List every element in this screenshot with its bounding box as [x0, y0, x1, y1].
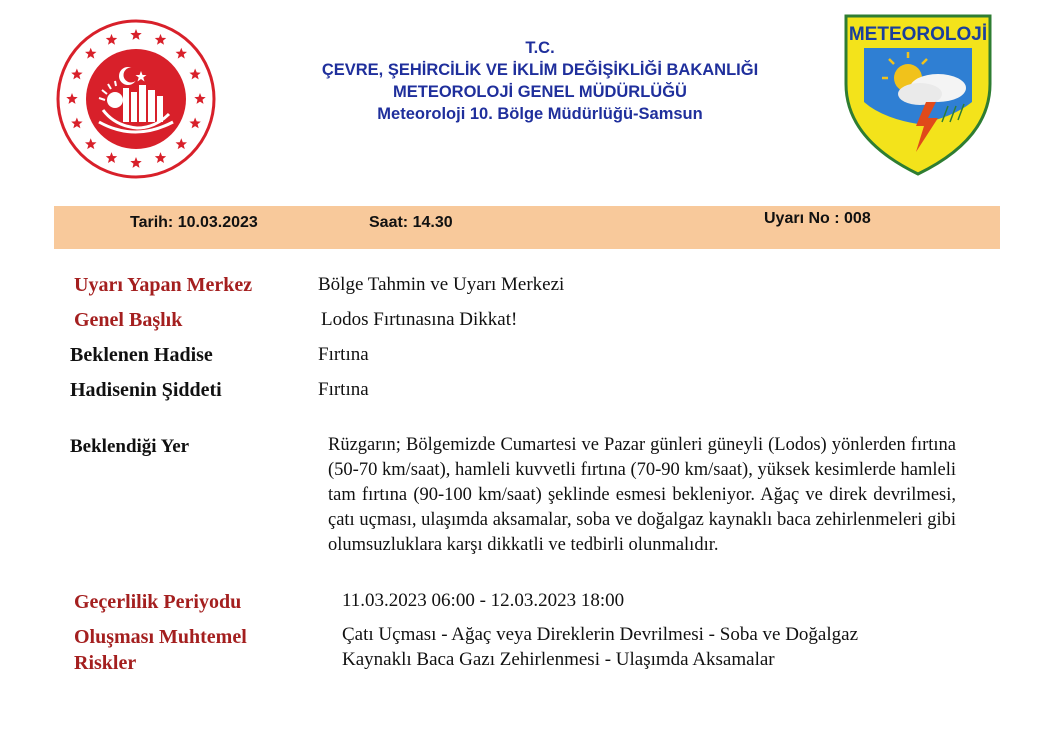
emblem-star-icon — [189, 69, 200, 80]
value-validity: 11.03.2023 06:00 - 12.03.2023 18:00 — [342, 590, 625, 611]
label-place: Beklendiği Yer — [70, 436, 190, 457]
emblem-star-icon — [106, 152, 117, 163]
info-band — [54, 206, 1000, 249]
value-severity: Fırtına — [318, 379, 369, 400]
warning-number: Uyarı No : 008 — [764, 210, 871, 227]
emblem-star-icon — [130, 157, 141, 168]
emblem-star-icon — [176, 48, 188, 59]
label-risks-line2: Riskler — [74, 652, 137, 674]
value-title: Lodos Fırtınasına Dikkat! — [321, 309, 518, 330]
emblem-star-icon — [85, 48, 97, 59]
header-ministry: ÇEVRE, ŞEHİRCİLİK VE İKLİM DEĞİŞİKLİĞİ BAKANLIĞI — [321, 61, 759, 79]
label-severity: Hadisenin Şiddeti — [70, 379, 222, 401]
emblem-star-icon — [66, 93, 77, 104]
emblem-star-icon — [176, 138, 188, 149]
emblem-star-icon — [71, 69, 82, 80]
label-center: Uyarı Yapan Merkez — [74, 274, 253, 296]
header-directorate: METEOROLOJİ GENEL MÜDÜRLÜĞÜ — [393, 83, 687, 101]
time-text: Saat: 14.30 — [369, 214, 453, 231]
ministry-emblem-logo — [55, 18, 217, 180]
emblem-star-icon — [155, 34, 166, 45]
label-validity: Geçerlilik Periyodu — [74, 591, 242, 613]
emblem-star-icon — [71, 118, 82, 129]
emblem-star-icon — [189, 118, 200, 129]
emblem-star-icon — [155, 152, 166, 163]
meteoroloji-shield-logo — [842, 14, 994, 176]
value-center: Bölge Tahmin ve Uyarı Merkezi — [318, 274, 565, 295]
emblem-star-icon — [130, 29, 141, 40]
date-text: Tarih: 10.03.2023 — [130, 214, 258, 231]
emblem-star-icon — [106, 34, 117, 45]
header-regional-office: Meteoroloji 10. Bölge Müdürlüğü-Samsun — [377, 105, 703, 123]
label-title: Genel Başlık — [74, 309, 183, 331]
emblem-star-icon — [194, 93, 205, 104]
value-event: Fırtına — [318, 344, 369, 365]
logo-text: METEOROLOJİ — [848, 24, 988, 45]
value-risks-line1: Çatı Uçması - Ağaç veya Direklerin Devrilmesi - Soba ve Doğalgaz — [342, 624, 858, 645]
label-event: Beklenen Hadise — [70, 344, 213, 366]
value-risks-line2: Kaynaklı Baca Gazı Zehirlenmesi - Ulaşımda Aksamalar — [342, 649, 775, 670]
value-place-paragraph: Rüzgarın; Bölgemizde Cumartesi ve Pazar günleri güneyli (Lodos) yönlerden fırtına (50-70 km/saat), hamleli kuvvetli fırtına (70-90 km/saat), yüksek kesimlerde hamleli tam fırtına (90-100 km/saat) şeklinde esmesi bekleniyor. Ağaç ve direk devrilmesi, çatı uçması, ulaşımda aksamalar, soba ve doğalgaz kaynaklı baca zehirlenmeleri gibi olumsuzluklara karşı dikkatli ve tedbirli olunmalıdır. — [328, 435, 956, 555]
header-line-tc: T.C. — [525, 39, 555, 57]
label-risks-line1: Oluşması Muhtemel — [74, 626, 247, 648]
emblem-star-icon — [85, 138, 97, 149]
